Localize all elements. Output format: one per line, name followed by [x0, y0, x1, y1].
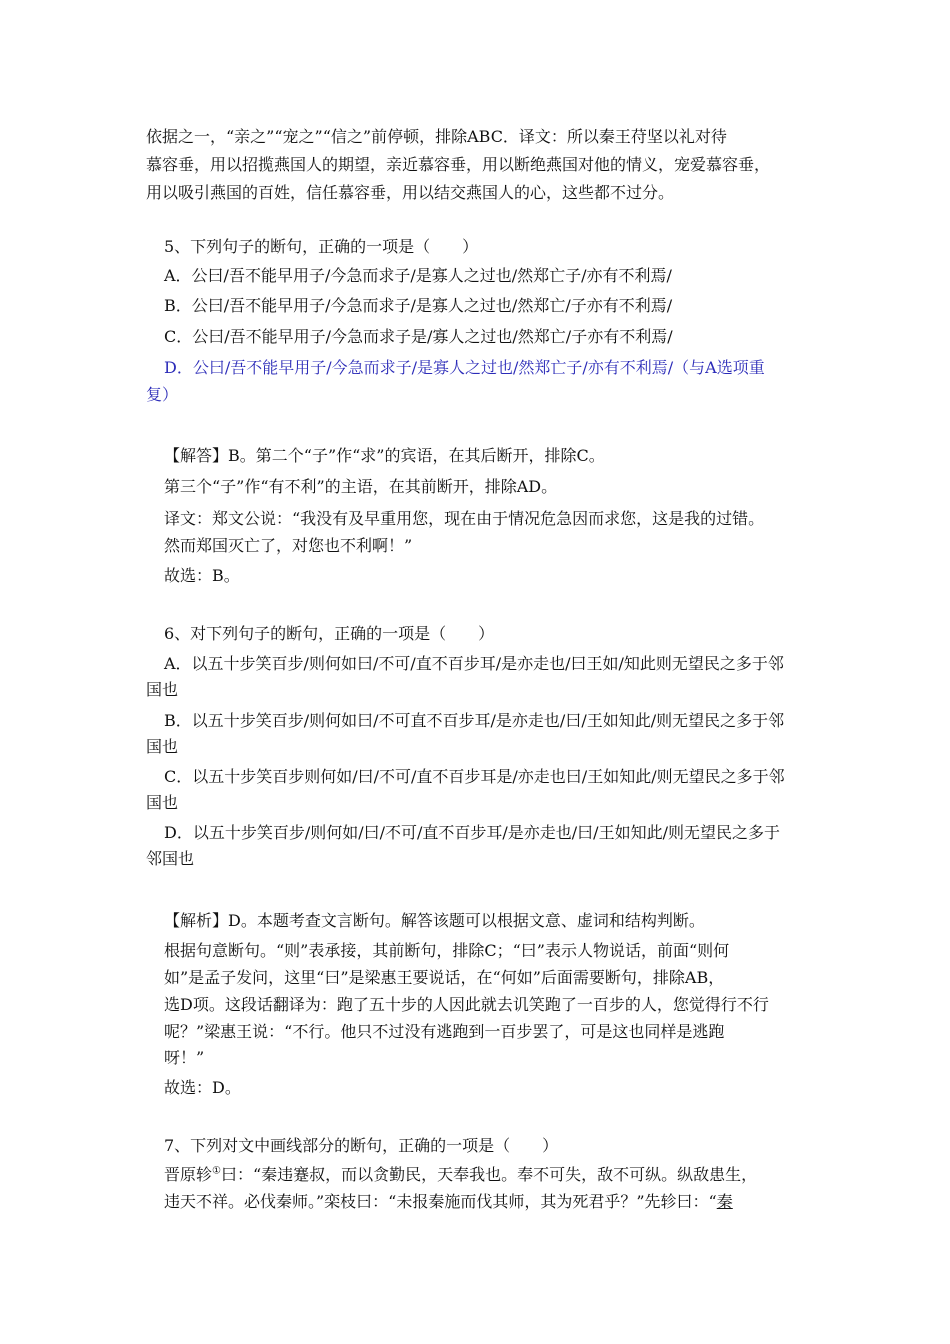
q7-passage-text-2: 违天不祥。必伐秦师。”栾枝曰：“未报秦施而伐其师，其为死君乎？”先轸曰：“ — [164, 1192, 717, 1211]
q6-option-d: D．以五十步笑百步/则何如/曰/不可/直不百步耳/是亦走也/曰/王如知此/则无望民之多于 — [164, 823, 780, 842]
q5-answer-line-2: 第三个“子”作“有不利”的主语，在其前断开，排除AD。 — [164, 477, 558, 496]
q7-stem: 7、下列对文中画线部分的断句，正确的一项是（ ） — [164, 1136, 559, 1155]
q6-option-a: A．以五十步笑百步/则何如曰/不可/直不百步耳/是亦走也/曰王如/知此则无望民之多于邻 — [164, 654, 784, 673]
q5-option-b: B．公曰/吾不能早用子/今急而求子/是寡人之过也/然郑亡/子亦有不利焉/ — [164, 296, 673, 315]
q6-conclusion: 故选：D。 — [164, 1078, 241, 1097]
q5-option-d: D．公曰/吾不能早用子/今急而求子/是寡人之过也/然郑亡子/亦有不利焉/（与A选项重 — [164, 358, 765, 377]
q6-analysis: 【解析】D。本题考查文言断句。解答该题可以根据文意、虚词和结构判断。 — [164, 911, 705, 930]
q7-passage-line-2 — [164, 1189, 834, 1214]
q6-option-d-cont: 邻国也 — [146, 849, 195, 868]
q6-analysis-line-3: 选D项。这段话翻译为：跑了五十步的人因此就去讥笑跑了一百步的人，您觉得行不行 — [164, 995, 769, 1014]
q7-passage-text: 曰：“秦违蹇叔，而以贪勤民，天奉我也。奉不可失，敌不可纵。纵敌患生， — [220, 1165, 758, 1184]
q5-option-c: C．公曰/吾不能早用子/今急而求子是/寡人之过也/然郑亡/子亦有不利焉/ — [164, 327, 673, 346]
q6-option-a-cont: 国也 — [146, 680, 179, 699]
footnote-marker: ① — [212, 1165, 221, 1177]
q7-underlined-text: 秦 — [716, 1192, 733, 1211]
q5-translation: 译文：郑文公说：“我没有及早重用您，现在由于情况危急因而求您，这是我的过错。 — [164, 509, 765, 528]
q6-analysis-line-1: 根据句意断句。“则”表承接，其前断句，排除C；“曰”表示人物说话，前面“则何 — [164, 941, 730, 960]
q6-option-b: B．以五十步笑百步/则何如曰/不可直不百步耳/是亦走也/曰/王如知此/则无望民之多于邻 — [164, 711, 785, 730]
q6-option-b-cont: 国也 — [146, 737, 179, 756]
q6-analysis-line-2: 如”是孟子发问，这里“曰”是梁惠王要说话，在“何如”后面需要断句，排除AB， — [164, 968, 725, 987]
q5-stem: 5、下列句子的断句，正确的一项是（ ） — [164, 237, 479, 256]
intro-line-3: 用以吸引燕国的百姓，信任慕容垂，用以结交燕国人的心，这些都不过分。 — [146, 183, 675, 202]
q6-stem: 6、对下列句子的断句，正确的一项是（ ） — [164, 624, 495, 643]
intro-line-2: 慕容垂，用以招揽燕国人的期望，亲近慕容垂，用以断绝燕国对他的情义，宠爱慕容垂， — [146, 155, 771, 174]
q5-answer: 【解答】B。第二个“子”作“求”的宾语，在其后断开，排除C。 — [164, 446, 605, 465]
intro-line-1: 依据之一，“亲之”“宠之”“信之”前停顿，排除ABC．译文：所以秦王苻坚以礼对待 — [146, 127, 727, 146]
q6-option-c: C．以五十步笑百步则何如/曰/不可/直不百步耳是/亦走也曰/王如知此/则无望民之多于邻 — [164, 767, 785, 786]
q5-translation-cont: 然而郑国灭亡了，对您也不利啊！” — [164, 536, 413, 555]
q6-option-c-cont: 国也 — [146, 793, 179, 812]
q7-passage-line-1 — [164, 1162, 834, 1187]
q7-passage-name: 晋原轸 — [164, 1165, 213, 1184]
q5-conclusion: 故选：B。 — [164, 566, 240, 585]
q5-option-d-cont: 复） — [146, 385, 179, 404]
q5-option-a: A．公曰/吾不能早用子/今急而求子/是寡人之过也/然郑亡子/亦有不利焉/ — [164, 266, 672, 285]
q6-analysis-line-5: 呀！” — [164, 1048, 205, 1067]
q6-analysis-line-4: 呢？”梁惠王说：“不行。他只不过没有逃跑到一百步罢了，可是这也同样是逃跑 — [164, 1022, 725, 1041]
